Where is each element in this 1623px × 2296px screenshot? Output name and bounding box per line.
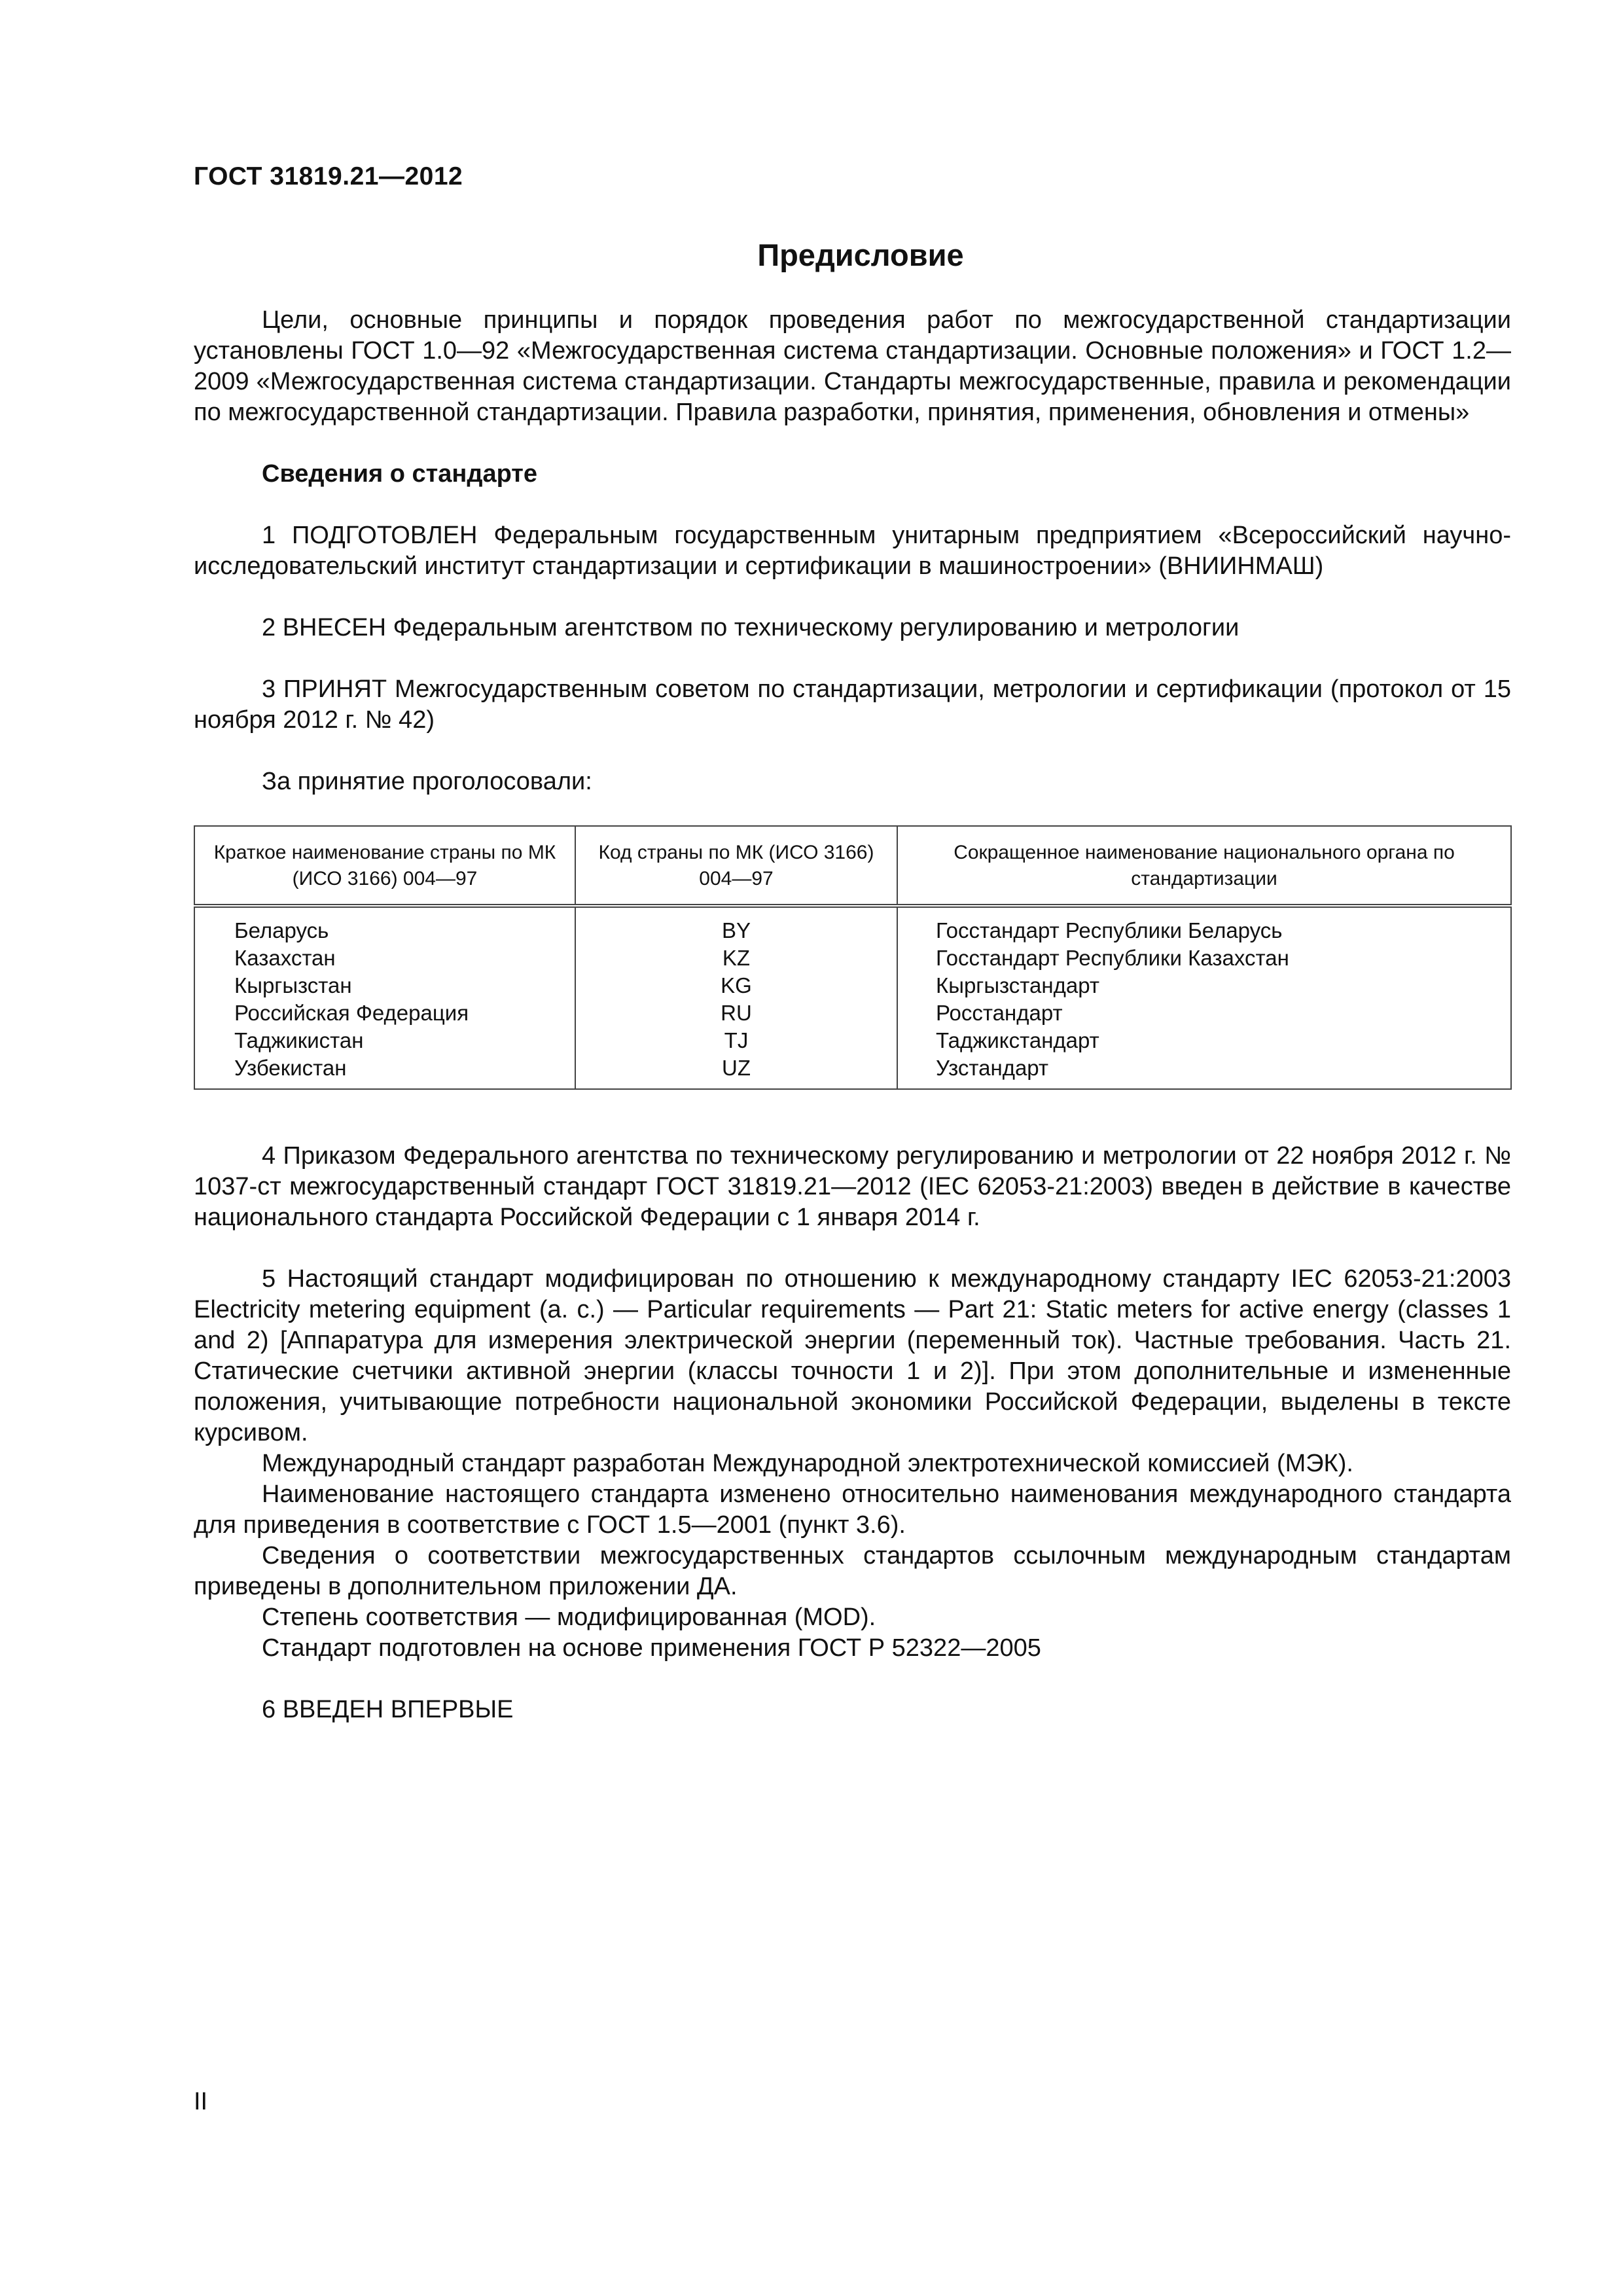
item-1-paragraph: 1 ПОДГОТОВЛЕН Федеральным государственным унитарным предприятием «Всероссийский научно-исследовательский институт стандартизации и сертификации в машиностроении» (ВНИИНМАШ) bbox=[194, 522, 1511, 580]
item-5-paragraph: 5 Настоящий стандарт модифицирован по отношению к международному стандарту IEC 62053-21:2003 Electricity metering equipment (a. c.) — Particular requirements — Part 21: Static meters for active energy (classes 1 and 2) [Аппаратура для измерения электрической энергии (переменный ток). Частные требования. Часть 21. Статические счетчики активной энергии (классы точности 1 и 2)]. При этом дополнительные и измененные положения, учитывающие потребности национальной экономики Российской Федерации, выделены в тексте курсивом. bbox=[194, 1265, 1511, 1446]
table-header-row bbox=[194, 826, 1511, 906]
table-cell-code: BY bbox=[721, 918, 751, 942]
table-row bbox=[194, 906, 1511, 1089]
table-cell-code: KG bbox=[721, 973, 752, 997]
page-title: Предисловие bbox=[757, 238, 964, 272]
table-cell-country: Таджикистан bbox=[234, 1028, 364, 1052]
table-cell-country: Казахстан bbox=[234, 946, 336, 970]
item-5-line: Сведения о соответствии межгосударственных стандартов ссылочным международным стандартам приведены в дополнительном приложении ДА. bbox=[194, 1542, 1511, 1600]
item-4-paragraph: 4 Приказом Федерального агентства по техническому регулированию и метрологии от 22 ноября 2012 г. № 1037-ст межгосударственный стандарт ГОСТ 31819.21—2012 (IEC 62053-21:2003) введен в действие в качестве национального стандарта Российской Федерации с 1 января 2014 г. bbox=[194, 1142, 1511, 1231]
table-cell-country: Узбекистан bbox=[234, 1056, 347, 1080]
table-cell-body: Госстандарт Республики Казахстан bbox=[936, 946, 1289, 970]
table-cell-body: Кыргызстандарт bbox=[936, 973, 1099, 997]
page-number: II bbox=[194, 2088, 208, 2115]
table-cell-country: Беларусь bbox=[234, 918, 329, 942]
table-cell-body: Росстандарт bbox=[936, 1001, 1063, 1025]
item-5-line: Стандарт подготовлен на основе применения ГОСТ Р 52322—2005 bbox=[262, 1634, 1041, 1662]
document-header: ГОСТ 31819.21—2012 bbox=[194, 162, 463, 190]
item-3-paragraph: 3 ПРИНЯТ Межгосударственным советом по стандартизации, метрологии и сертификации (протокол от 15 ноября 2012 г. № 42) bbox=[194, 675, 1511, 734]
section-heading: Сведения о стандарте bbox=[262, 460, 538, 488]
item-5-line: Степень соответствия — модифицированная (MOD). bbox=[262, 1604, 876, 1631]
intro-paragraph: Цели, основные принципы и порядок проведения работ по межгосударственной стандартизации установлены ГОСТ 1.0—92 «Межгосударственная система стандартизации. Основные положения» и ГОСТ 1.2—2009 «Межгосударственная система стандартизации. Стандарты межгосударственные, правила и рекомендации по межгосударственной стандартизации. Правила разработки, принятия, применения, обновления и отмены» bbox=[194, 306, 1511, 426]
table-cell-code: KZ bbox=[722, 946, 751, 970]
item-5-line: Наименование настоящего стандарта изменено относительно наименования международного стандарта для приведения в соответствие с ГОСТ 1.5—2001 (пункт 3.6). bbox=[194, 1480, 1511, 1539]
table-cell-body: Таджикстандарт bbox=[936, 1028, 1099, 1052]
table-cell-code: UZ bbox=[722, 1056, 751, 1080]
item-2-paragraph: 2 ВНЕСЕН Федеральным агентством по техническому регулированию и метрологии bbox=[262, 614, 1240, 641]
table-cell-country: Кыргызстан bbox=[234, 973, 352, 997]
item-6-paragraph: 6 ВВЕДЕН ВПЕРВЫЕ bbox=[262, 1696, 514, 1723]
countries-table bbox=[194, 825, 1512, 1090]
item-5-line: Международный стандарт разработан Международной электротехнической комиссией (МЭК). bbox=[262, 1450, 1353, 1477]
table-header-country: Краткое наименование страны по МК (ИСО 3166) 004—97 bbox=[194, 826, 575, 906]
table-cell-body: Узстандарт bbox=[936, 1056, 1049, 1080]
table-cell-code: RU bbox=[721, 1001, 752, 1025]
main-content bbox=[194, 305, 1511, 1725]
table-header-body: Сокращенное наименование национального органа по стандартизации bbox=[897, 826, 1511, 906]
table-cell-body: Госстандарт Республики Беларусь bbox=[936, 918, 1283, 942]
table-cell-country: Российская Федерация bbox=[234, 1001, 469, 1025]
table-cell-code: TJ bbox=[724, 1028, 749, 1052]
voted-label: За принятие проголосовали: bbox=[262, 768, 592, 795]
table-header-code: Код страны по МК (ИСО 3166) 004—97 bbox=[575, 826, 897, 906]
